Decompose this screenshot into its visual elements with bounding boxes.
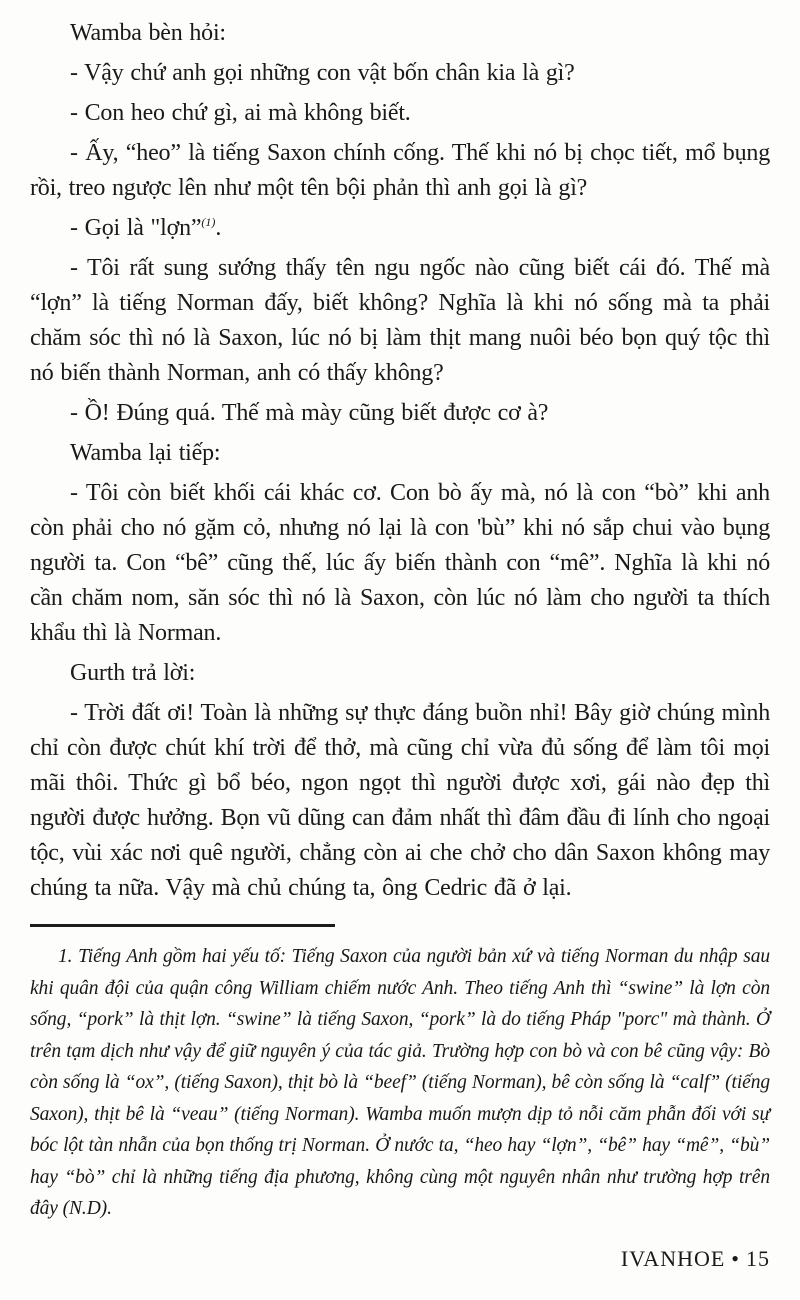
footnote-divider — [30, 924, 335, 927]
paragraph: Wamba bèn hỏi: — [70, 20, 226, 46]
book-title: IVANHOE — [620, 1246, 726, 1271]
paragraph: Gurth trả lời: — [70, 660, 196, 686]
paragraph: - Ấy, “heo” là tiếng Saxon chính cống. Thế khi nó bị chọc tiết, mổ bụng rồi, treo ngược lên như một tên bội phản thì anh gọi là gì? — [30, 140, 770, 201]
page-number: 15 — [746, 1246, 770, 1271]
paragraph-text: . — [215, 215, 222, 241]
page-footer — [611, 1246, 770, 1272]
page-body — [30, 16, 770, 906]
paragraph-with-footnote-ref — [30, 211, 770, 246]
paragraph: Wamba lại tiếp: — [70, 440, 221, 466]
footnote-text: 1. Tiếng Anh gồm hai yếu tố: Tiếng Saxon của người bản xứ và tiếng Norman du nhập sau khi quân đội của quận công William chiếm nước Anh. Theo tiếng Anh thì “swine” là lợn còn sống, “pork” là thịt lợn. “swine” là tiếng Saxon, “pork” là do tiếng Pháp "porc" mà thành. Ở trên tạm dịch như vậy để giữ nguyên ý của tác giả. Trường hợp con bò và con bê cũng vậy: Bò còn sống là “ox”, (tiếng Saxon), thịt bò là “beef” (tiếng Norman), bê còn sống là “calf” (tiếng Saxon), thịt bê là “veau” (tiếng Norman). Wamba muốn mượn dịp tỏ nỗi căm phẫn đối với sự bóc lột tàn nhẫn của bọn thống trị Norman. Ở nước ta, “heo hay “lợn”, “bê” hay “mê”, “bù” hay “bò” chỉ là những tiếng địa phương, không cùng một nguyên nhân như trường hợp trên đây (N.D). — [30, 946, 770, 1219]
paragraph: - Ồ! Đúng quá. Thế mà mày cũng biết được cơ à? — [70, 400, 549, 426]
paragraph: - Trời đất ơi! Toàn là những sự thực đáng buồn nhỉ! Bây giờ chúng mình chỉ còn được chút khí trời để thở, mà cũng chỉ vừa đủ sống để làm tôi mọi mãi thôi. Thức gì bổ béo, ngon ngọt thì người được xơi, gái nào đẹp thì người được hưởng. Bọn vũ dũng can đảm nhất thì đâm đầu đi lính cho ngoại tộc, vùi xác nơi quê người, chẳng còn ai che chở cho dân Saxon không may chúng ta nữa. Vậy mà chủ chúng ta, ông Cedric đã ở lại. — [30, 700, 770, 901]
paragraph-text: - Gọi là "lợn” — [70, 215, 202, 241]
footer-separator: • — [731, 1246, 740, 1271]
footnote-reference-marker: (1) — [201, 215, 216, 229]
paragraph: - Vậy chứ anh gọi những con vật bốn chân kia là gì? — [70, 60, 575, 86]
paragraph: - Tôi rất sung sướng thấy tên ngu ngốc nào cũng biết cái đó. Thế mà “lợn” là tiếng Norman đấy, biết không? Nghĩa là khi nó sống mà ta phải chăm sóc thì nó là Saxon, lúc nó bị làm thịt mang nuôi béo bọn quý tộc thì nó biến thành Norman, anh có thấy không? — [30, 255, 770, 386]
paragraph: - Tôi còn biết khối cái khác cơ. Con bò ấy mà, nó là con “bò” khi anh còn phải cho nó gặm cỏ, nhưng nó lại là con 'bù” khi nó sắp chui vào bụng người ta. Con “bê” cũng thế, lúc ấy biến thành con “mê”. Nghĩa là khi nó cần chăm nom, săn sóc thì nó là Saxon, còn lúc nó làm cho người ta thích khẩu thì là Norman. — [30, 480, 770, 646]
paragraph: - Con heo chứ gì, ai mà không biết. — [70, 100, 411, 126]
footnote-section — [30, 924, 770, 1225]
